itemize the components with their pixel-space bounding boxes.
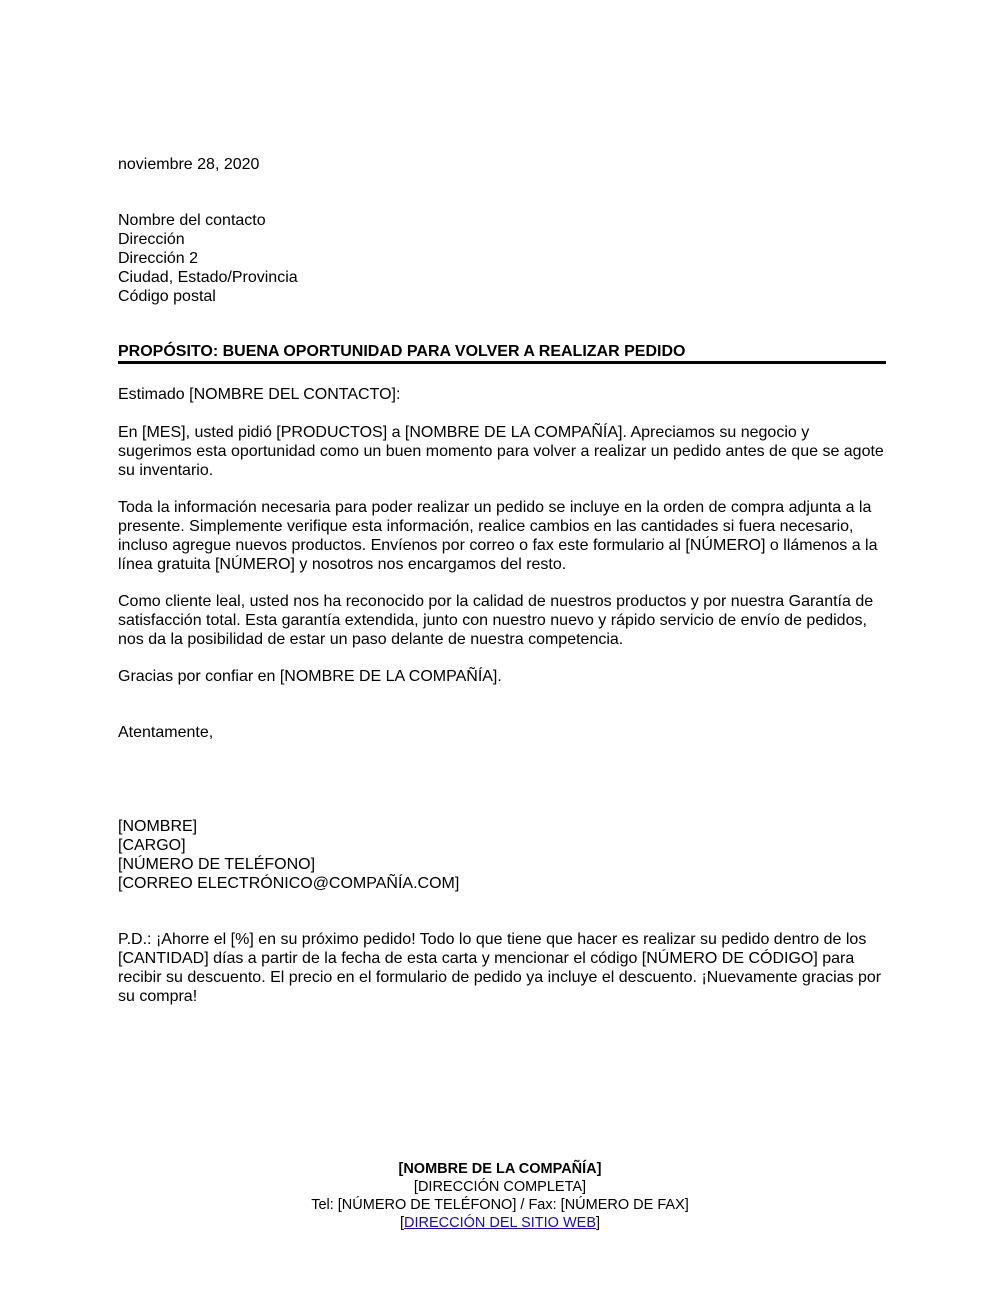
address-postal-code: Código postal [118, 288, 216, 305]
footer-website-close-bracket: ] [596, 1215, 601, 1231]
signature-block [118, 817, 886, 893]
footer-website [100, 1214, 900, 1232]
footer-company: [NOMBRE DE LA COMPAÑÍA] [398, 1161, 602, 1177]
paragraph-2 [118, 498, 886, 574]
footer-address: [DIRECCIÓN COMPLETA] [413, 1179, 587, 1195]
paragraph-1 [118, 423, 886, 480]
postscript-text: P.D.: ¡Ahorre el [%] en su próximo pedido! Todo lo que tiene que hacer es realizar su pedido dentro de los [CANTIDAD] días a partir de la fecha de esta carta y mencionar el código [NÚMERO DE CÓDIGO] para recibir su descuento. El precio en el formulario de pedido ya incluye el descuento. ¡Nuevamente gracias por su compra! [118, 931, 882, 1005]
signature-title: [CARGO] [118, 837, 186, 854]
signature-name: [NOMBRE] [118, 818, 198, 835]
footer-contact: Tel: [NÚMERO DE TELÉFONO] / Fax: [NÚMERO DE FAX] [311, 1197, 689, 1213]
address-contact-name: Nombre del contacto [118, 212, 266, 229]
letter-footer [100, 1160, 900, 1232]
website-link[interactable]: DIRECCIÓN DEL SITIO WEB [403, 1215, 596, 1231]
paragraph-4 [118, 667, 886, 686]
signature-email: [CORREO ELECTRÓNICO@COMPAÑÍA.COM] [118, 875, 460, 892]
subject-divider [118, 361, 886, 364]
address-line-2: Dirección 2 [118, 250, 199, 267]
paragraph-3-text: Como cliente leal, usted nos ha reconocido por la calidad de nuestros productos y por nuestra Garantía de satisfacción total. Esta garantía extendida, junto con nuestro nuevo y rápido servicio de envío de pedidos, nos da la posibilidad de estar un paso delante de nuestra competencia. [118, 593, 874, 648]
letter-closing [118, 723, 886, 742]
letter-subject: PROPÓSITO: BUENA OPORTUNIDAD PARA VOLVER A REALIZAR PEDIDO [118, 343, 686, 360]
recipient-address [118, 211, 886, 306]
greeting-text: Estimado [NOMBRE DEL CONTACTO]: [118, 386, 401, 403]
letter-greeting [118, 385, 886, 404]
paragraph-1-text: En [MES], usted pidió [PRODUCTOS] a [NOMBRE DE LA COMPAÑÍA]. Apreciamos su negocio y sugerimos esta oportunidad como un buen momento para volver a realizar un pedido antes de que se agote su inventario. [118, 424, 884, 479]
paragraph-3 [118, 592, 886, 649]
paragraph-4-text: Gracias por confiar en [NOMBRE DE LA COMPAÑÍA]. [118, 668, 502, 685]
date-text: noviembre 28, 2020 [118, 156, 260, 173]
address-line-1: Dirección [118, 231, 185, 248]
postscript [118, 930, 886, 1006]
address-city-state: Ciudad, Estado/Provincia [118, 269, 298, 286]
letter-date [118, 155, 886, 174]
footer-website-open-bracket: [ [399, 1215, 404, 1231]
closing-text: Atentamente, [118, 724, 214, 741]
paragraph-2-text: Toda la información necesaria para poder realizar un pedido se incluye en la orden de compra adjunta a la presente. Simplemente verifique esta información, realice cambios en las cantidades si fuera necesario, incluso agregue nuevos productos. Envíenos por correo o fax este formulario al [NÚMERO] o llámenos a la línea gratuita [NÚMERO] y nosotros nos encargamos del resto. [118, 499, 878, 573]
signature-phone: [NÚMERO DE TELÉFONO] [118, 856, 316, 873]
